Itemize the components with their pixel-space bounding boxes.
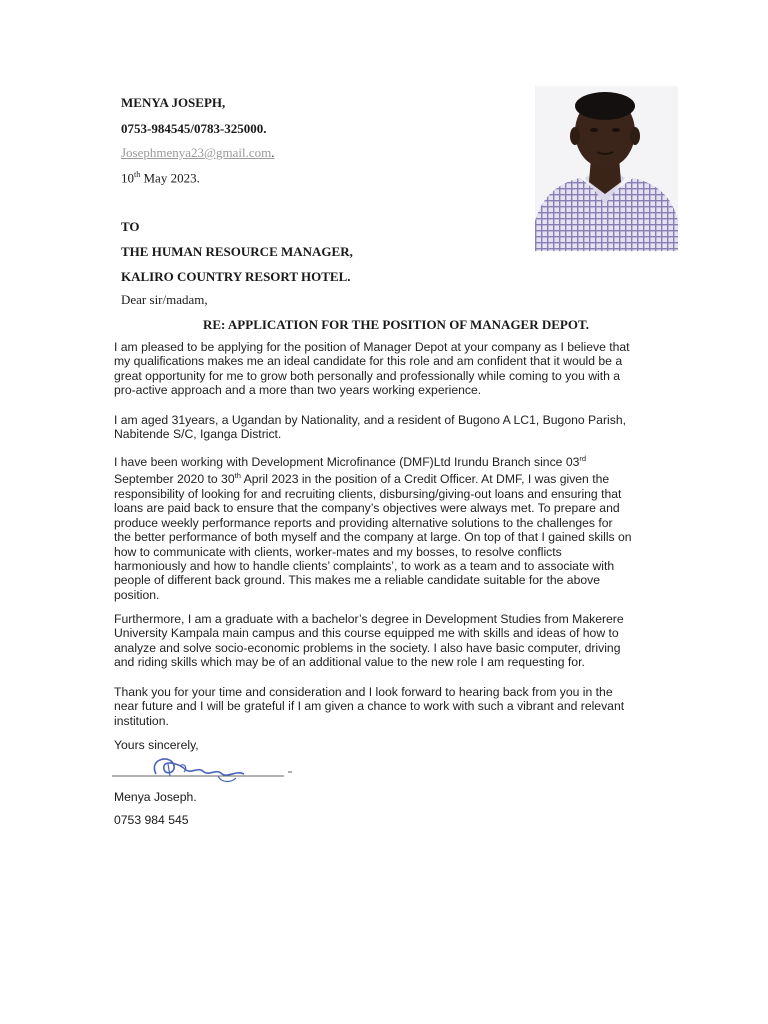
sender-email-line: Josephmenya23@gmail.com. xyxy=(121,145,275,160)
recipient-organization: KALIRO COUNTRY RESORT HOTEL. xyxy=(121,269,351,284)
sender-phone: 0753-984545/0783-325000. xyxy=(121,121,267,136)
body-paragraph-4: Furthermore, I am a graduate with a bachelor’s degree in Development Studies from Makerere University Kampala main campus and this course equipped me with skills and ideas of how to analyze and solve socio-economic problems in the society. I also have basic computer, driving and riding skills which may be of an additional value to the new role I am requesting for. xyxy=(114,612,624,670)
body-paragraph-2: I am aged 31years, a Ugandan by Nationality, and a resident of Bugono A LC1, Bugono Parish, Nabitende S/C, Iganga District. xyxy=(114,413,626,442)
letter-date: 10th May 2023. xyxy=(121,170,200,186)
recipient-to: TO xyxy=(121,219,140,234)
signer-name: Menya Joseph. xyxy=(114,790,197,804)
closing: Yours sincerely, xyxy=(114,738,199,752)
letter-subject: RE: APPLICATION FOR THE POSITION OF MANAGER DEPOT. xyxy=(203,317,589,332)
handwritten-signature xyxy=(110,752,300,788)
body-paragraph-5: Thank you for your time and consideration and I look forward to hearing back from you in the near future and I will be grateful if I am given a chance to work with such a vibrant and relevant institution. xyxy=(114,685,625,728)
salutation: Dear sir/madam, xyxy=(121,292,208,307)
applicant-photo xyxy=(535,86,678,251)
body-paragraph-1: I am pleased to be applying for the position of Manager Depot at your company as I believe that my qualifications makes me an ideal candidate for this role and am confident that it would be a great opportunity for me to grow both personally and professionally while coming to you with a pro-active approach and a more than two years working experience. xyxy=(114,340,630,398)
sender-email: Josephmenya23@gmail.com xyxy=(121,145,272,160)
signer-phone: 0753 984 545 xyxy=(114,813,189,827)
recipient-title: THE HUMAN RESOURCE MANAGER, xyxy=(121,244,353,259)
body-paragraph-3: I have been working with Development Microfinance (DMF)Ltd Irundu Branch since 03rd September 2020 to 30th April 2023 in the position of a Credit Officer. At DMF, I was given the responsibility of looking for and recruiting clients, disbursing/giving-out loans and ensuring that loans are paid back to ensure that the company’s objectives were always met. To prepare and produce weekly performance reports and providing alternative solutions to the challenges for the better performance of both myself and the company at large. On top of that I gained skills on how to communicate with clients, worker-mates and my bosses, to resolve conflicts harmoniously and how to handle clients’ complaints’, to work as a team and to associate with people of different back ground. This makes me a reliable candidate suitable for the above position. xyxy=(114,454,632,602)
sender-name: MENYA JOSEPH, xyxy=(121,95,226,110)
